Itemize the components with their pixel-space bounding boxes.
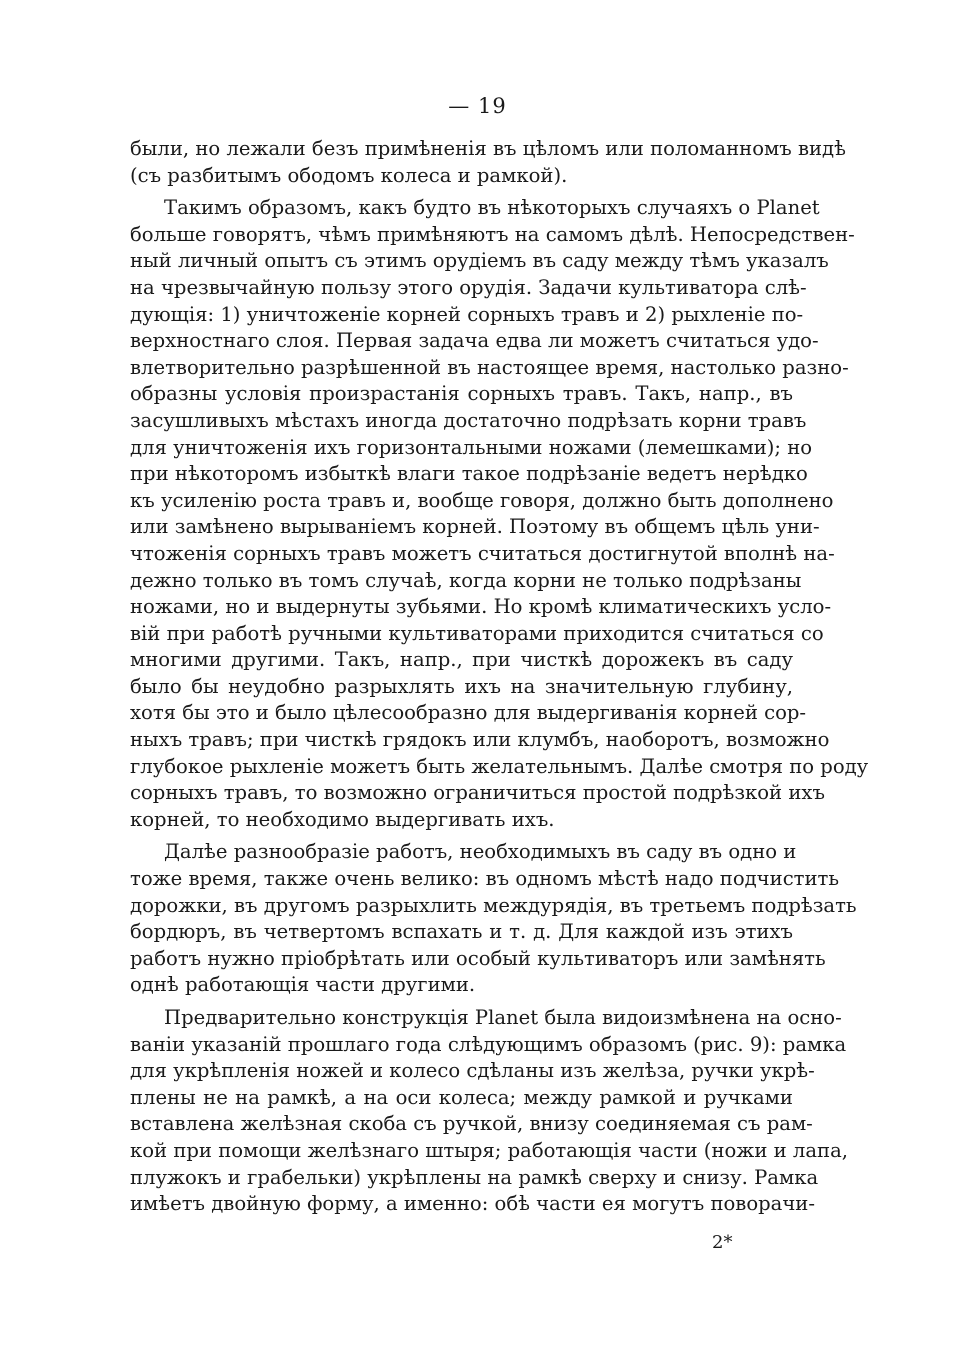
text-line: сорныхъ травъ, то возможно ограничиться простой подрѣзкой ихъ: [130, 781, 825, 805]
text-line: или замѣнено вырываніемъ корней. Поэтому въ общемъ цѣль уни-: [130, 515, 820, 539]
text-line: вій при работѣ ручными культиваторами приходится считаться со: [130, 621, 824, 645]
printer-signature-mark: 2*: [712, 1232, 733, 1253]
text-line: ныхъ травъ; при чисткѣ грядокъ или клумбъ, наоборотъ, возможно: [130, 728, 830, 752]
text-line: глубокое рыхленіе можетъ быть желательнымъ. Далѣе смотря по роду: [130, 754, 869, 778]
text-line: корней, то необходимо выдергивать ихъ.: [130, 807, 555, 831]
text-line: больше говорятъ, чѣмъ примѣняютъ на самомъ дѣлѣ. Непосредствен-: [130, 222, 855, 246]
text-line: работъ нужно пріобрѣтать или особый культиваторъ или замѣнять: [130, 946, 826, 970]
text-line: плены не на рамкѣ, а на оси колеса; между рамкой и ручками: [130, 1085, 793, 1109]
text-line: многими другими. Такъ, напр., при чисткѣ дорожекъ въ саду: [130, 648, 793, 672]
text-line: засушливыхъ мѣстахъ иногда достаточно подрѣзать корни травъ: [130, 408, 807, 432]
text-line: дующія: 1) уничтоженіе корней сорныхъ травъ и 2) рыхленіе по-: [130, 302, 804, 326]
text-line: дорожки, въ другомъ разрыхлить междурядія, въ третьемъ подрѣзать: [130, 893, 857, 917]
text-line: образны условія произрастанія сорныхъ травъ. Такъ, напр., въ: [130, 382, 793, 406]
page-number: — 19: [448, 94, 507, 118]
text-line: ный личный опытъ съ этимъ орудіемъ въ саду между тѣмъ указалъ: [130, 249, 829, 273]
text-line: ножами, но и выдернуты зубьями. Но кромѣ климатическихъ усло-: [130, 595, 832, 619]
paragraph: [130, 839, 857, 999]
paragraph: [130, 136, 846, 189]
text-line: чтоженія сорныхъ травъ можетъ считаться достигнутой вполнѣ на-: [130, 541, 835, 565]
paragraph: [130, 195, 869, 833]
paragraph: [130, 1005, 849, 1218]
text-line: для укрѣпленія ножей и колесо сдѣланы изъ желѣза, ручки укрѣ-: [130, 1059, 815, 1083]
text-line: влетворительно разрѣшенной въ настоящее время, настолько разно-: [130, 355, 849, 379]
text-line: къ усиленію роста травъ и, вообще говоря, должно быть дополнено: [130, 488, 834, 512]
text-line: однѣ работающія части другими.: [130, 973, 476, 997]
text-line: имѣетъ двойную форму, а именно: обѣ части ея могутъ поворачи-: [130, 1192, 815, 1216]
text-line: было бы неудобно разрыхлять ихъ на значительную глубину,: [130, 674, 793, 698]
text-line: Такимъ образомъ, какъ будто въ нѣкоторыхъ случаяхъ о Planet: [164, 196, 820, 220]
text-line: Предварительно конструкція Planet была видоизмѣнена на осно-: [164, 1006, 842, 1029]
text-line: Далѣе разнообразіе работъ, необходимыхъ въ саду въ одно и: [164, 840, 797, 864]
text-line: тоже время, также очень велико: въ одномъ мѣстѣ надо подчистить: [130, 867, 840, 891]
text-line: при нѣкоторомъ избыткѣ влаги такое подрѣзаніе ведетъ нерѣдко: [130, 462, 808, 486]
text-line: бордюръ, въ четвертомъ вспахать и т. д. Для каждой изъ этихъ: [130, 920, 793, 944]
text-line: дежно только въ томъ случаѣ, когда корни не только подрѣзаны: [130, 568, 802, 592]
text-line: хотя бы это и было цѣлесообразно для выдергиванія корней сор-: [130, 701, 807, 725]
text-line: верхностнаго слоя. Первая задача едва ли можетъ считаться удо-: [130, 329, 819, 353]
text-line: кой при помощи желѣзнаго штыря; работающія части (ножи и лапа,: [130, 1138, 849, 1162]
text-line: ваніи указаній прошлаго года слѣдующимъ образомъ (рис. 9): рамка: [130, 1032, 847, 1056]
text-line: на чрезвычайную пользу этого орудія. Задачи культиватора слѣ-: [130, 275, 807, 299]
text-line: были, но лежали безъ примѣненія въ цѣломъ или поломанномъ видѣ: [130, 137, 846, 160]
body-text: [130, 136, 869, 1218]
text-line: плужокъ и грабельки) укрѣплены на рамкѣ сверху и снизу. Рамка: [130, 1165, 819, 1189]
text-line: (съ разбитымъ ободомъ колеса и рамкой).: [130, 163, 568, 187]
text-line: вставлена желѣзная скоба съ ручкой, внизу соединяемая съ рам-: [130, 1112, 813, 1136]
text-line: для уничтоженія ихъ горизонтальными ножами (лемешками); но: [130, 435, 813, 459]
